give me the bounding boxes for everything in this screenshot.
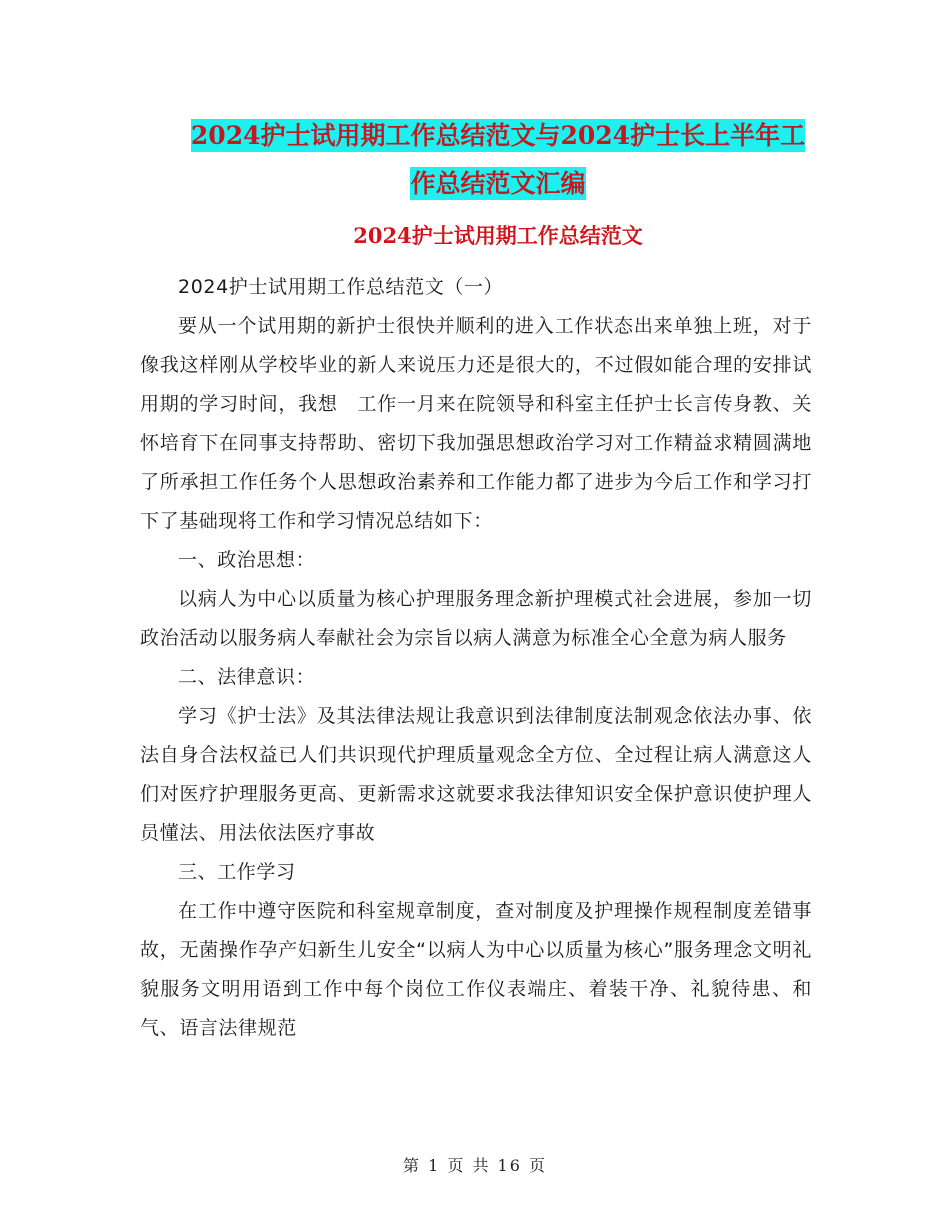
- paragraph-heading: 三、工作学习: [178, 861, 296, 883]
- paragraph-heading: 一、政治思想：: [178, 549, 316, 571]
- main-title: [140, 112, 856, 208]
- paragraph: 要从一个试用期的新护士很快并顺利的进入工作状态出来单独上班，对于像我这样刚从学校毕业的新人来说压力还是很大的，不过假如能合理的安排试用期的学习时间，我想 工作一月来在院领导和科室主任护士长言传身教、关怀培育下在同事支持帮助、密切下我加强思想政治学习对工作精益求精圆满地了所承担工作任务个人思想政治素养和工作能力都了进步为今后工作和学习打下了基础现将工作和学习情况总结如下：: [140, 315, 812, 532]
- paragraph-heading: 2024护士试用期工作总结范文（一）: [178, 276, 504, 298]
- section-title: 2024护士试用期工作总结范文: [353, 223, 643, 248]
- paragraph-heading: 二、法律意识：: [178, 666, 316, 688]
- main-title-line1: 2024护士试用期工作总结范文与2024护士长上半年工: [190, 121, 806, 150]
- main-title-line2: 作总结范文汇编: [410, 169, 586, 198]
- body-text: [140, 268, 812, 1048]
- paragraph: 在工作中遵守医院和科室规章制度，查对制度及护理操作规程制度差错事故，无菌操作孕产妇新生儿安全“以病人为中心以质量为核心”服务理念文明礼貌服务文明用语到工作中每个岗位工作仪表端庄、着装干净、礼貌待患、和气、语言法律规范: [140, 900, 812, 1039]
- paragraph: 学习《护士法》及其法律法规让我意识到法律制度法制观念依法办事、依法自身合法权益已人们共识现代护理质量观念全方位、全过程让病人满意这人们对医疗护理服务更高、更新需求这就要求我法律知识安全保护意识使护理人员懂法、用法依法医疗事故: [140, 705, 812, 844]
- page-footer: 第 1 页 共 16 页: [403, 1156, 547, 1175]
- paragraph: 以病人为中心以质量为核心护理服务理念新护理模式社会进展，参加一切政治活动以服务病人奉献社会为宗旨以病人满意为标准全心全意为病人服务: [140, 588, 812, 649]
